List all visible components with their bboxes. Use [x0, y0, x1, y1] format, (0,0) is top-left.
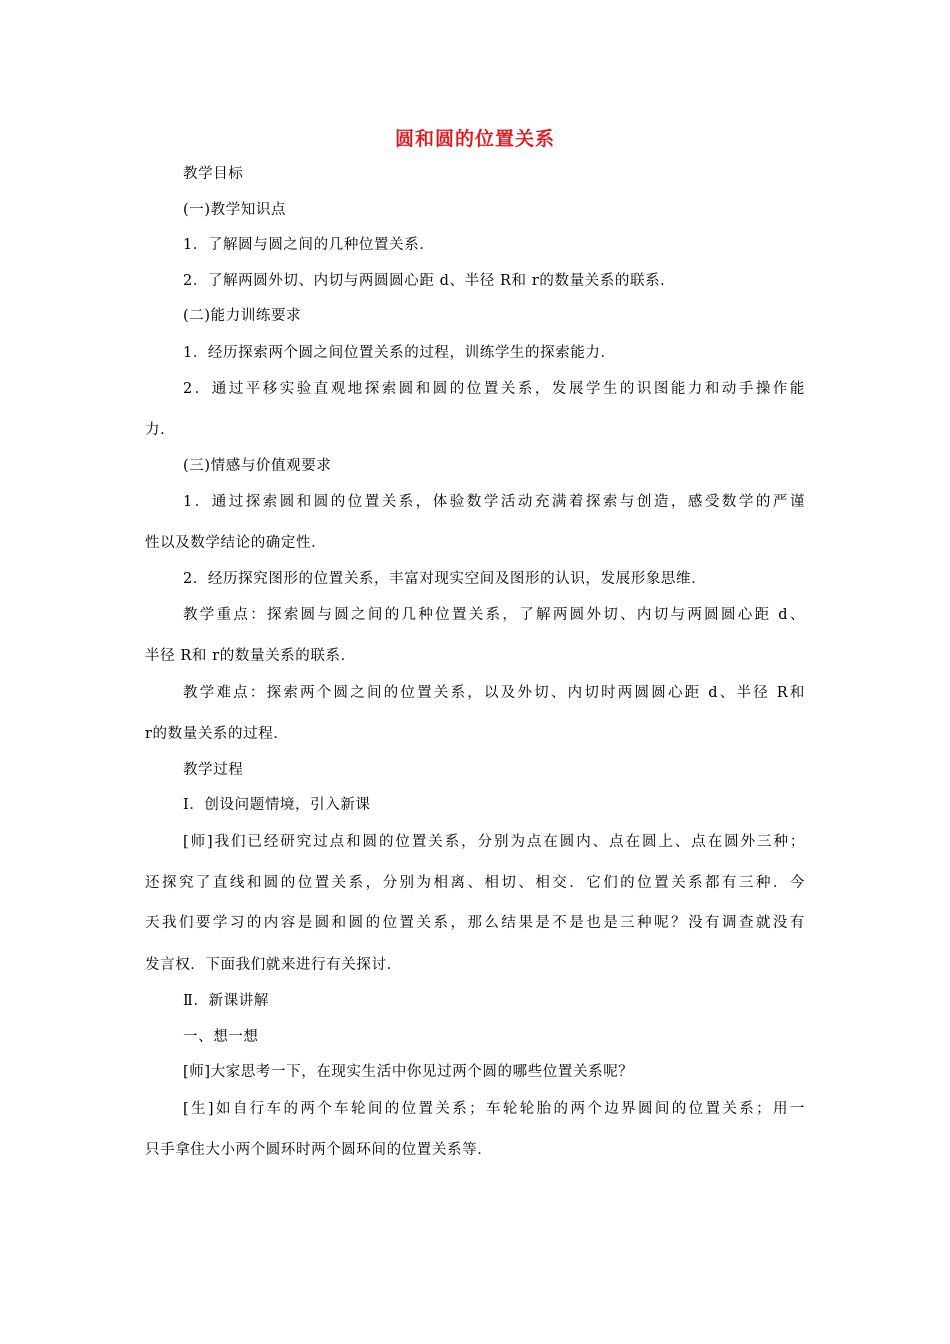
paragraph-line: 还探究了直线和圆的位置关系，分别为相离、相切、相交．它们的位置关系都有三种．今	[145, 875, 805, 891]
paragraph-line: [生]如自行车的两个车轮间的位置关系；车轮轮胎的两个边界圆间的位置关系；用一	[183, 1101, 805, 1117]
paragraph-line: 只手拿住大小两个圆环时两个圆环间的位置关系等．	[145, 1142, 493, 1158]
paragraph-line: 天我们要学习的内容是圆和圆的位置关系，那么结果是不是也是三种呢？没有调查就没有	[145, 915, 805, 931]
paragraph-line: r的数量关系的过程．	[145, 726, 289, 742]
paragraph-line: [师]大家思考一下，在现实生活中你见过两个圆的哪些位置关系呢？	[183, 1064, 634, 1080]
paragraph-line: 半径 R和 r的数量关系的联系．	[145, 648, 356, 664]
paragraph-line: 性以及数学结论的确定性．	[145, 535, 327, 551]
section-heading: 教学过程	[183, 762, 244, 778]
document-title: 圆和圆的位置关系	[394, 128, 555, 150]
subsection-heading: (一)教学知识点	[183, 202, 287, 218]
subsection-heading: 一、想一想	[183, 1029, 259, 1045]
paragraph-line: 教学重点：探索圆与圆之间的几种位置关系，了解两圆外切、内切与两圆圆心距 d、	[183, 607, 805, 623]
section-heading: 教学目标	[183, 166, 244, 182]
paragraph-line: 1．通过探索圆和圆的位置关系，体验数学活动充满着探索与创造，感受数学的严谨	[183, 494, 805, 510]
paragraph-line: 1．了解圆与圆之间的几种位置关系．	[183, 237, 435, 253]
paragraph-line: 力．	[145, 422, 176, 438]
paragraph-line: 2．经历探究图形的位置关系，丰富对现实空间及图形的认识，发展形象思维．	[183, 571, 707, 587]
paragraph-line: [师]我们已经研究过点和圆的位置关系，分别为点在圆内、点在圆上、点在圆外三种；	[183, 834, 805, 850]
section-heading: Ⅰ．创设问题情境，引入新课	[183, 797, 371, 813]
subsection-heading: (二)能力训练要求	[183, 308, 302, 324]
paragraph-line: 2．了解两圆外切、内切与两圆圆心距 d、半径 R和 r的数量关系的联系．	[183, 273, 676, 289]
paragraph-line: 2．通过平移实验直观地探索圆和圆的位置关系，发展学生的识图能力和动手操作能	[183, 381, 805, 397]
paragraph-line: 1．经历探索两个圆之间位置关系的过程，训练学生的探索能力．	[183, 345, 616, 361]
subsection-heading: (三)情感与价值观要求	[183, 458, 332, 474]
paragraph-line: 发言权．下面我们就来进行有关探讨．	[145, 957, 402, 973]
section-heading: Ⅱ．新课讲解	[183, 993, 269, 1009]
paragraph-line: 教学难点：探索两个圆之间的位置关系，以及外切、内切时两圆圆心距 d、半径 R和	[183, 685, 805, 701]
